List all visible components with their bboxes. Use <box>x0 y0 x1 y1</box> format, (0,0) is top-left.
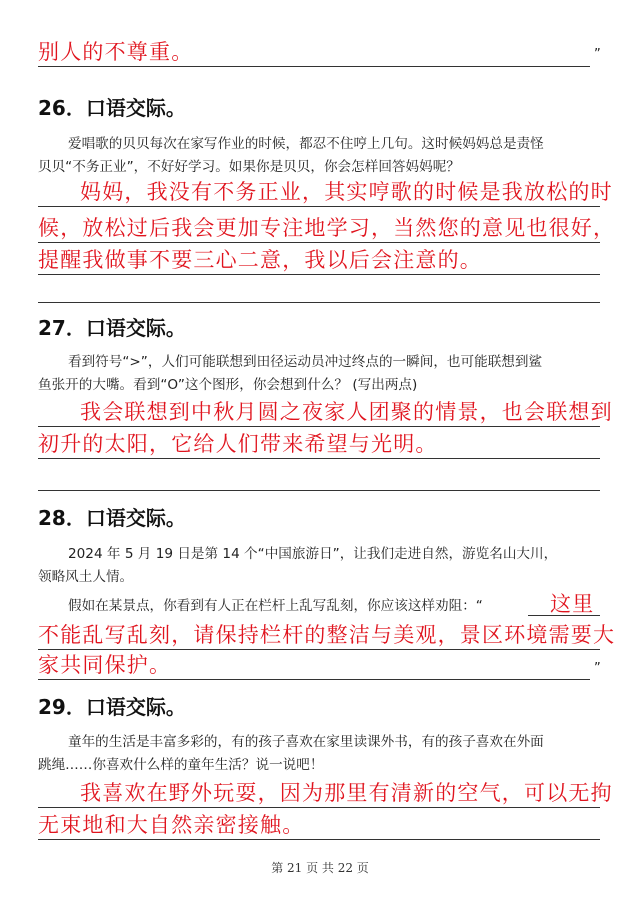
question-26-prompt-line-2: 贝贝“不务正业”，不好好学习。如果你是贝贝，你会怎样回答妈妈呢？ <box>38 159 460 175</box>
answer-line <box>38 458 600 459</box>
question-29-prompt-line-2: 跳绳……你喜欢什么样的童年生活？说一说吧！ <box>38 757 324 773</box>
question-26-answer-line-1: 妈妈，我没有不务正业，其实哼歌的时候是我放松的时 <box>80 180 613 204</box>
question-26-answer-line-3: 提醒我做事不要三心二意，我以后会注意的。 <box>38 248 482 272</box>
closing-quote: ” <box>594 47 601 62</box>
closing-quote: ” <box>594 661 601 676</box>
question-28-answer-line-1: 这里 <box>550 592 595 616</box>
answer-continuation: 别人的不尊重。 <box>38 40 194 64</box>
answer-line <box>38 242 600 243</box>
question-26-title: 26．口语交际。 <box>38 96 186 120</box>
answer-line <box>38 274 600 275</box>
answer-line <box>38 807 600 808</box>
answer-line <box>38 206 600 207</box>
question-29-answer-line-2: 无束地和大自然亲密接触。 <box>38 813 305 837</box>
answer-line <box>38 649 600 650</box>
answer-line <box>38 490 600 491</box>
answer-line <box>38 426 600 427</box>
question-27-prompt-line-1: 看到符号“>”，人们可能联想到田径运动员冲过终点的一瞬间，也可能联想到鲨 <box>68 354 543 370</box>
question-28-prompt-line-3: 假如在某景点，你看到有人正在栏杆上乱写乱刻，你应该这样劝阻：“ <box>68 598 483 614</box>
question-27-answer-line-2: 初升的太阳，它给人们带来希望与光明。 <box>38 432 438 456</box>
question-28-answer-line-2: 不能乱写乱刻，请保持栏杆的整洁与美观，景区环境需要大 <box>38 623 616 647</box>
question-28-title: 28．口语交际。 <box>38 506 186 530</box>
question-28-answer-line-3: 家共同保护。 <box>38 653 172 677</box>
question-29-title: 29．口语交际。 <box>38 695 186 719</box>
answer-line <box>38 302 600 303</box>
question-27-prompt-line-2: 鱼张开的大嘴。看到“O”这个图形，你会想到什么？ (写出两点) <box>38 377 418 393</box>
question-27-title: 27．口语交际。 <box>38 316 186 340</box>
question-27-answer-line-1: 我会联想到中秋月圆之夜家人团聚的情景，也会联想到 <box>80 400 613 424</box>
question-29-prompt-line-1: 童年的生活是丰富多彩的，有的孩子喜欢在家里读课外书，有的孩子喜欢在外面 <box>68 734 544 750</box>
question-29-answer-line-1: 我喜欢在野外玩耍，因为那里有清新的空气，可以无拘 <box>80 781 613 805</box>
answer-line <box>528 615 600 616</box>
page-number: 第 21 页 共 22 页 <box>271 861 369 875</box>
answer-line <box>38 679 590 680</box>
question-26-prompt-line-1: 爱唱歌的贝贝每次在家写作业的时候，都忍不住哼上几句。这时候妈妈总是责怪 <box>68 136 544 152</box>
question-26-answer-line-2: 候，放松过后我会更加专注地学习，当然您的意见也很好， <box>38 216 616 240</box>
answer-line <box>38 66 590 67</box>
question-28-prompt-line-2: 领略风土人情。 <box>38 569 134 585</box>
answer-line <box>38 839 600 840</box>
question-28-prompt-line-1: 2024 年 5 月 19 日是第 14 个“中国旅游日”，让我们走进自然，游览名山大川， <box>68 546 558 562</box>
